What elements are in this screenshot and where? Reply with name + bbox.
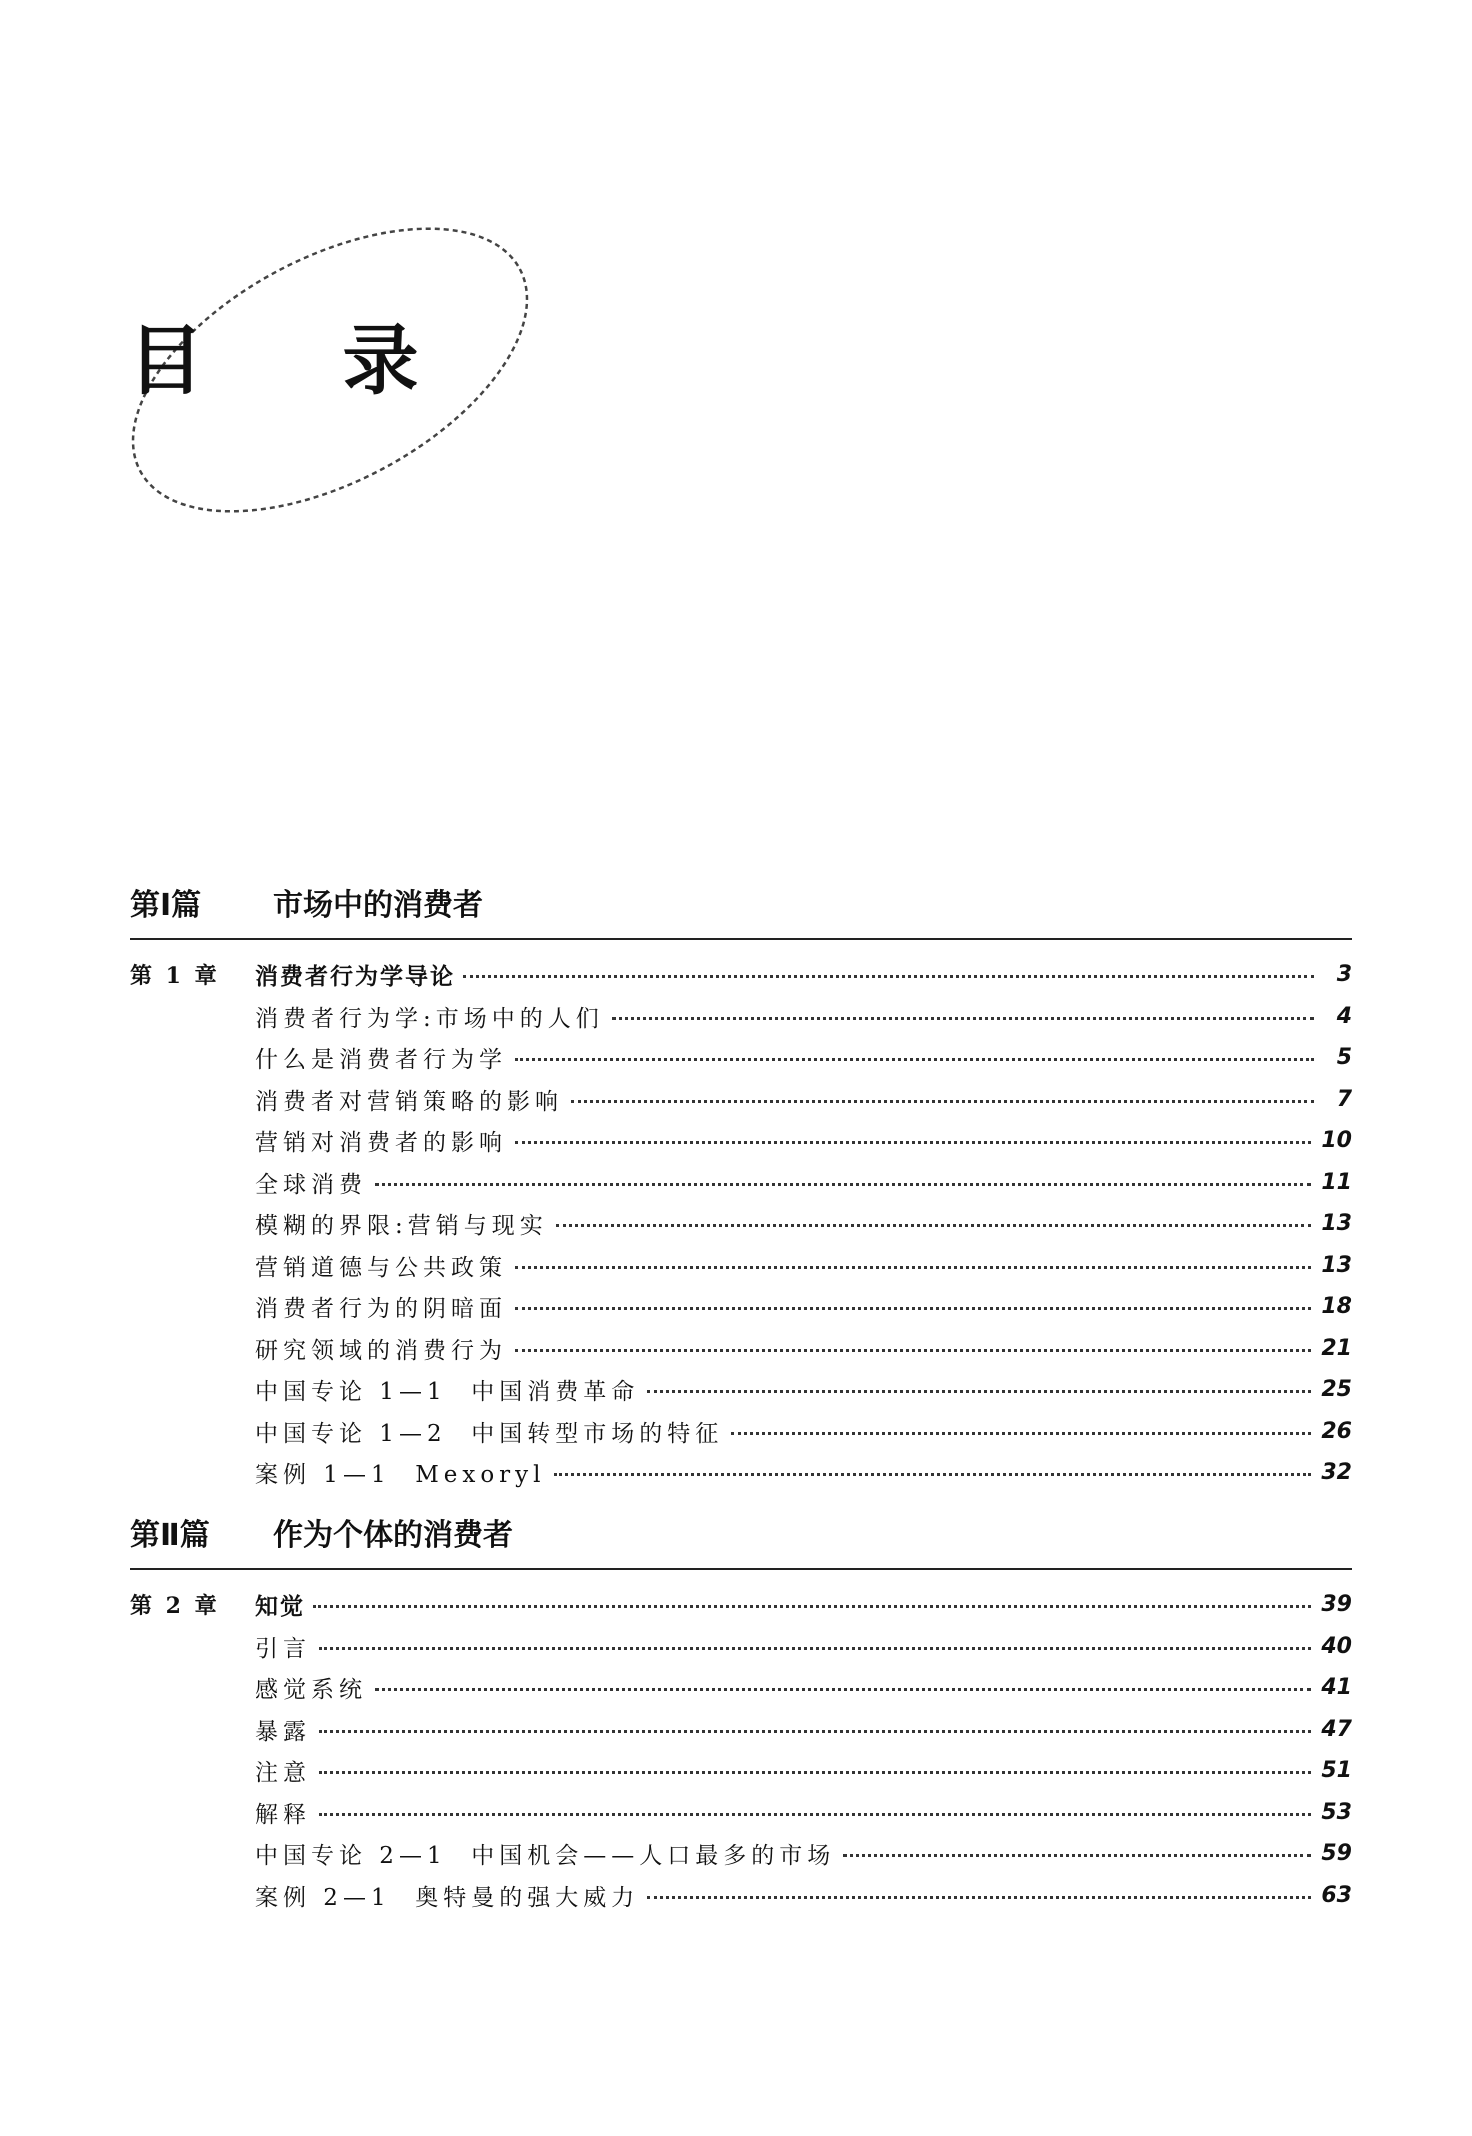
toc-row <box>130 1203 1352 1245</box>
toc-row <box>130 1875 1352 1917</box>
page-number: 59 <box>1321 1841 1352 1867</box>
part-heading <box>130 1510 1352 1560</box>
toc-entry[interactable] <box>255 1041 1352 1074</box>
toc-row <box>130 954 1352 996</box>
toc-entry[interactable] <box>255 1290 1352 1323</box>
dot-leader <box>319 1730 1311 1733</box>
entry-title: 知觉 <box>255 1594 305 1621</box>
dot-leader <box>647 1896 1311 1899</box>
dot-leader <box>313 1605 1311 1608</box>
dot-leader <box>463 975 1314 978</box>
toc-row <box>130 1452 1352 1494</box>
toc-row <box>130 996 1352 1038</box>
toc-entry[interactable] <box>255 1796 1352 1829</box>
toc-entry[interactable] <box>255 1083 1352 1116</box>
part-number: 第Ⅱ篇 <box>130 1518 210 1553</box>
toc-entry[interactable] <box>255 958 1352 991</box>
entry-title: 暴露 <box>255 1718 311 1745</box>
entry-title: 全球消费 <box>255 1171 367 1198</box>
toc-entry[interactable] <box>255 1713 1352 1746</box>
toc-entry[interactable] <box>255 1588 1352 1621</box>
page-number: 32 <box>1321 1460 1352 1486</box>
part-divider <box>130 938 1352 940</box>
toc-entry[interactable] <box>255 1415 1352 1448</box>
entry-title: 感觉系统 <box>255 1677 367 1704</box>
dot-leader <box>319 1813 1311 1816</box>
dot-leader <box>319 1771 1311 1774</box>
page-number: 40 <box>1321 1633 1352 1659</box>
entry-title: 案例 2—1 奥特曼的强大威力 <box>255 1884 640 1911</box>
entry-title: 案例 1—1 Mexoryl <box>255 1462 546 1489</box>
dot-leader <box>554 1473 1312 1476</box>
toc-row <box>130 1328 1352 1370</box>
toc-entry[interactable] <box>255 1456 1352 1489</box>
page-number: 13 <box>1321 1211 1352 1237</box>
toc-row <box>130 1245 1352 1287</box>
toc-entry[interactable] <box>255 1630 1352 1663</box>
toc-row <box>130 1037 1352 1079</box>
page-number: 13 <box>1321 1252 1352 1278</box>
page-number: 18 <box>1321 1294 1352 1320</box>
entry-title: 研究领域的消费行为 <box>255 1337 507 1364</box>
toc-entry[interactable] <box>255 1124 1352 1157</box>
page-number: 5 <box>1336 1045 1352 1071</box>
toc-row <box>130 1833 1352 1875</box>
toc-row <box>130 1709 1352 1751</box>
entry-title: 消费者行为学:市场中的人们 <box>255 1005 604 1032</box>
entry-title: 模糊的界限:营销与现实 <box>255 1213 548 1240</box>
toc-entry[interactable] <box>255 1207 1352 1240</box>
part-number: 第Ⅰ篇 <box>130 888 202 923</box>
toc-row <box>130 1667 1352 1709</box>
toc-row <box>130 1369 1352 1411</box>
toc-row <box>130 1120 1352 1162</box>
toc-row <box>130 1411 1352 1453</box>
page-number: 11 <box>1321 1169 1352 1195</box>
entry-title: 引言 <box>255 1635 311 1662</box>
dot-leader <box>647 1390 1311 1393</box>
toc-entry[interactable] <box>255 1879 1352 1912</box>
toc-entry[interactable] <box>255 1332 1352 1365</box>
part-heading <box>130 880 1352 930</box>
dot-leader <box>319 1647 1311 1650</box>
part-section <box>130 880 1352 1494</box>
page-number: 53 <box>1321 1799 1352 1825</box>
dot-leader <box>571 1100 1314 1103</box>
toc-entry[interactable] <box>255 1373 1352 1406</box>
page-title: 目 录 <box>128 316 475 405</box>
entry-title: 营销对消费者的影响 <box>255 1130 507 1157</box>
toc-entry[interactable] <box>255 1166 1352 1199</box>
page-number: 25 <box>1321 1377 1352 1403</box>
dot-leader <box>375 1688 1311 1691</box>
entry-title: 解释 <box>255 1801 311 1828</box>
toc-row <box>130 1162 1352 1204</box>
toc-row <box>130 1626 1352 1668</box>
page-number: 26 <box>1321 1418 1352 1444</box>
dot-leader <box>731 1432 1311 1435</box>
page-number: 51 <box>1321 1758 1352 1784</box>
part-title: 作为个体的消费者 <box>273 1518 513 1553</box>
entry-title: 中国专论 1—2 中国转型市场的特征 <box>255 1420 724 1447</box>
dot-leader <box>612 1017 1314 1020</box>
dot-leader <box>375 1183 1311 1186</box>
toc-row <box>130 1584 1352 1626</box>
toc-entry[interactable] <box>255 1000 1352 1033</box>
part-divider <box>130 1568 1352 1570</box>
chapter-number: 第 1 章 <box>130 963 220 990</box>
page-number: 4 <box>1336 1003 1352 1029</box>
entry-title: 中国专论 2—1 中国机会——人口最多的市场 <box>255 1843 836 1870</box>
dot-leader <box>843 1854 1311 1857</box>
page-number: 41 <box>1321 1675 1352 1701</box>
entry-title: 中国专论 1—1 中国消费革命 <box>255 1379 640 1406</box>
page-number: 3 <box>1336 962 1352 988</box>
toc-entry[interactable] <box>255 1671 1352 1704</box>
dot-leader <box>515 1058 1314 1061</box>
entry-title: 注意 <box>255 1760 311 1787</box>
page-number: 7 <box>1336 1086 1352 1112</box>
entry-title: 消费者对营销策略的影响 <box>255 1088 563 1115</box>
toc-list <box>130 1584 1352 1916</box>
toc-row <box>130 1792 1352 1834</box>
dot-leader <box>515 1307 1311 1310</box>
dot-leader <box>515 1349 1311 1352</box>
toc-row <box>130 1079 1352 1121</box>
entry-title: 什么是消费者行为学 <box>255 1047 507 1074</box>
toc-row <box>130 1750 1352 1792</box>
part-title: 市场中的消费者 <box>273 888 483 923</box>
page-number: 47 <box>1321 1716 1352 1742</box>
part-section <box>130 1510 1352 1916</box>
page-number: 10 <box>1321 1128 1352 1154</box>
toc-entry[interactable] <box>255 1249 1352 1282</box>
dot-leader <box>515 1141 1311 1144</box>
dot-leader <box>556 1224 1312 1227</box>
dot-leader <box>515 1266 1311 1269</box>
chapter-number: 第 2 章 <box>130 1593 220 1620</box>
entry-title: 消费者行为学导论 <box>255 964 455 991</box>
toc-entry[interactable] <box>255 1837 1352 1870</box>
toc-row <box>130 1286 1352 1328</box>
toc-list <box>130 954 1352 1494</box>
page-number: 21 <box>1321 1335 1352 1361</box>
entry-title: 消费者行为的阴暗面 <box>255 1296 507 1323</box>
page-number: 63 <box>1321 1882 1352 1908</box>
page-number: 39 <box>1321 1592 1352 1618</box>
entry-title: 营销道德与公共政策 <box>255 1254 507 1281</box>
toc-entry[interactable] <box>255 1754 1352 1787</box>
